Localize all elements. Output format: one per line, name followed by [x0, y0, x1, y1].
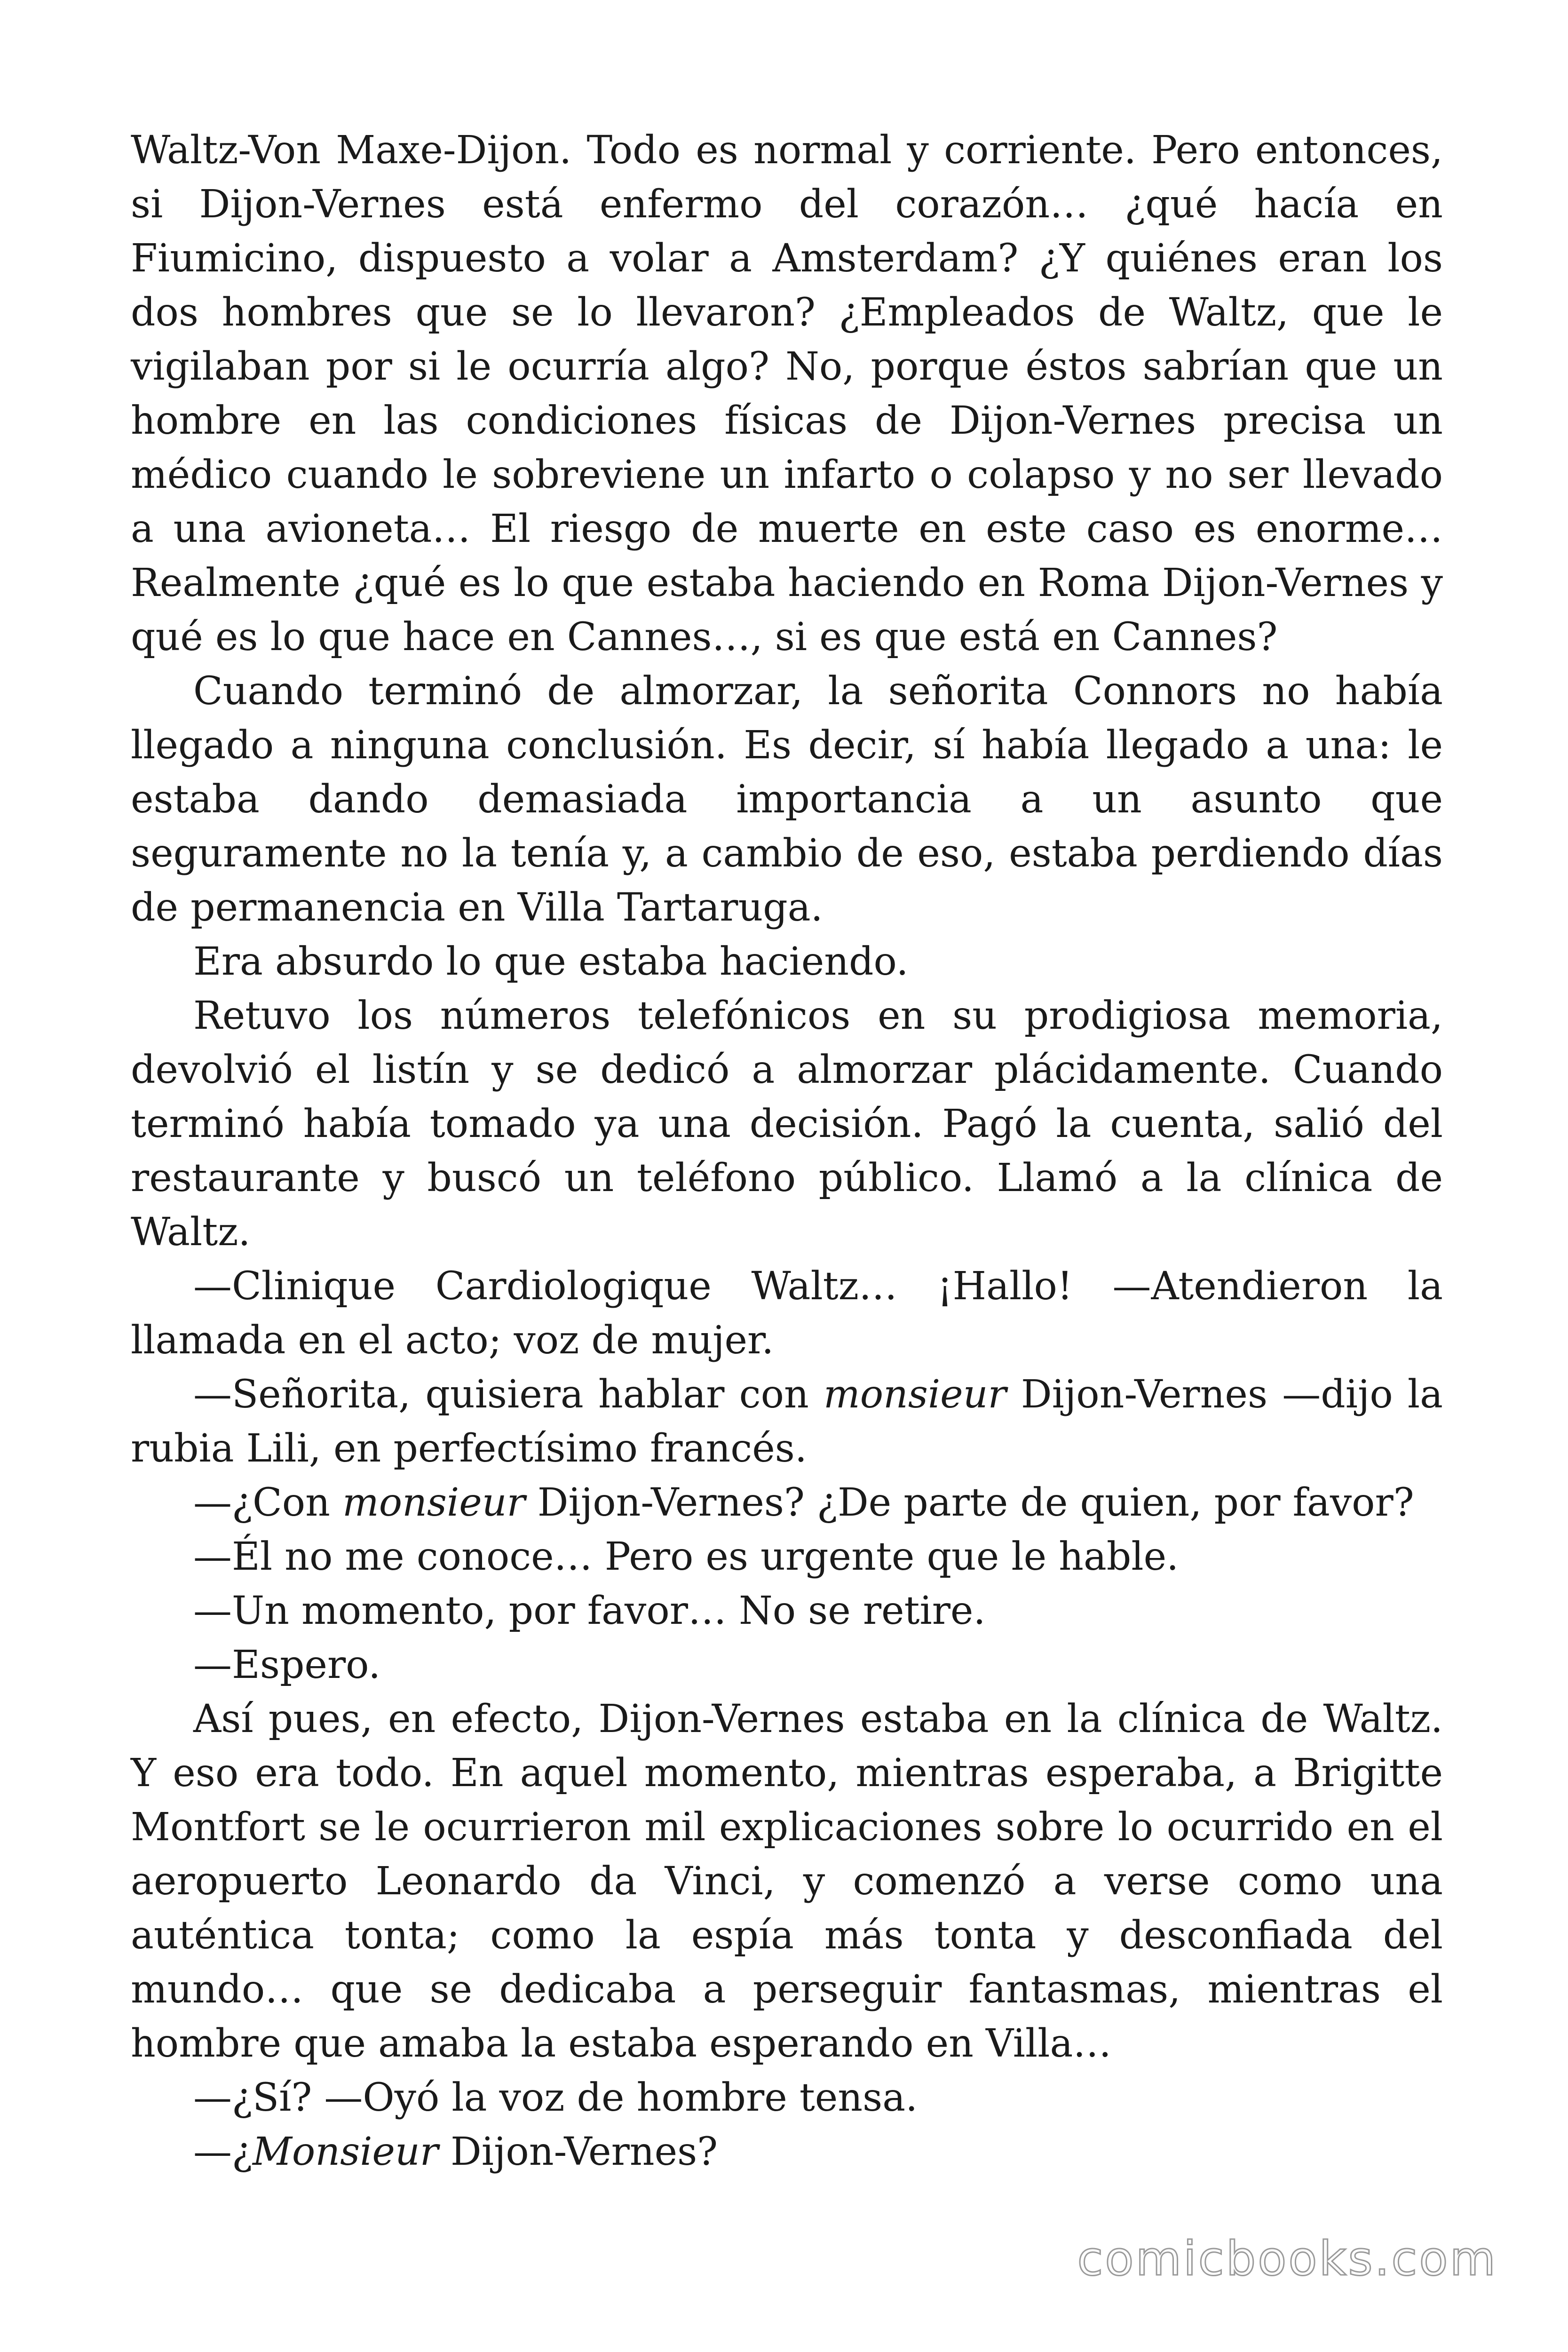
paragraph	[131, 1584, 1443, 1638]
text-segment: Dijon-Vernes?	[438, 2130, 718, 2174]
italic-text: monsieur	[823, 1372, 1006, 1417]
italic-text: Monsieur	[252, 2130, 438, 2174]
paragraph	[131, 123, 1443, 664]
text-segment: —Espero.	[193, 1643, 381, 1687]
text-segment: —Un momento, por favor… No se retire.	[193, 1589, 986, 1633]
paragraph	[131, 2071, 1443, 2125]
text-segment: Dijon-Vernes —dijo la rubia Lili, en perfectísimo francés.	[131, 1372, 1443, 1471]
paragraph	[131, 1530, 1443, 1584]
paragraph	[131, 1476, 1443, 1530]
paragraph	[131, 1692, 1443, 2071]
text-segment: —¿Sí? —Oyó la voz de hombre tensa.	[193, 2075, 918, 2120]
italic-text: monsieur	[342, 1480, 525, 1525]
paragraph	[131, 1259, 1443, 1367]
text-segment: —¿Con	[193, 1480, 342, 1525]
text-segment: Era absurdo lo que estaba haciendo.	[193, 939, 909, 984]
page-body-text	[131, 123, 1443, 2179]
paragraph	[131, 664, 1443, 935]
text-segment: —¿	[193, 2130, 253, 2174]
text-segment: Dijon-Vernes? ¿De parte de quien, por favor?	[525, 1480, 1414, 1525]
text-segment: —Señorita, quisiera hablar con	[193, 1372, 824, 1417]
text-segment: Waltz-Von Maxe-Dijon. Todo es normal y corriente. Pero entonces, si Dijon-Vernes está enfermo del corazón… ¿qué hacía en Fiumicino, dispuesto a volar a Amsterdam? ¿Y quiénes eran los dos hombres que se lo llevaron? ¿Empleados de Waltz, que le vigilaban por si le ocurría algo? No, porque éstos sabrían que un hombre en las condiciones físicas de Dijon-Vernes precisa un médico cuando le sobreviene un infarto o colapso y no ser llevado a una avioneta… El riesgo de muerte en este caso es enorme… Realmente ¿qué es lo que estaba haciendo en Roma Dijon-Vernes y qué es lo que hace en Cannes…, si es que está en Cannes?	[131, 128, 1443, 660]
paragraph	[131, 935, 1443, 989]
watermark: comicbooks.com	[1077, 2231, 1497, 2286]
paragraph	[131, 1367, 1443, 1476]
text-segment: —Él no me conoce… Pero es urgente que le hable.	[193, 1534, 1179, 1579]
text-segment: Cuando terminó de almorzar, la señorita Connors no había llegado a ninguna conclusión. Es decir, sí había llegado a una: le estaba dando demasiada importancia a un asunto que seguramente no la tenía y, a cambio de eso, estaba perdiendo días de permanencia en Villa Tartaruga.	[131, 669, 1443, 930]
paragraph	[131, 2125, 1443, 2179]
paragraph	[131, 989, 1443, 1259]
paragraph	[131, 1638, 1443, 1692]
text-segment: —Clinique Cardiologique Waltz… ¡Hallo! —Atendieron la llamada en el acto; voz de mujer.	[131, 1264, 1443, 1363]
text-segment: Retuvo los números telefónicos en su prodigiosa memoria, devolvió el listín y se dedicó a almorzar plácidamente. Cuando terminó había tomado ya una decisión. Pagó la cuenta, salió del restaurante y buscó un teléfono público. Llamó a la clínica de Waltz.	[131, 993, 1443, 1255]
text-segment: Así pues, en efecto, Dijon-Vernes estaba en la clínica de Waltz. Y eso era todo. En aquel momento, mientras esperaba, a Brigitte Montfort se le ocurrieron mil explicaciones sobre lo ocurrido en el aeropuerto Leonardo da Vinci, y comenzó a verse como una auténtica tonta; como la espía más tonta y desconfiada del mundo… que se dedicaba a perseguir fantasmas, mientras el hombre que amaba la estaba esperando en Villa…	[131, 1697, 1443, 2066]
